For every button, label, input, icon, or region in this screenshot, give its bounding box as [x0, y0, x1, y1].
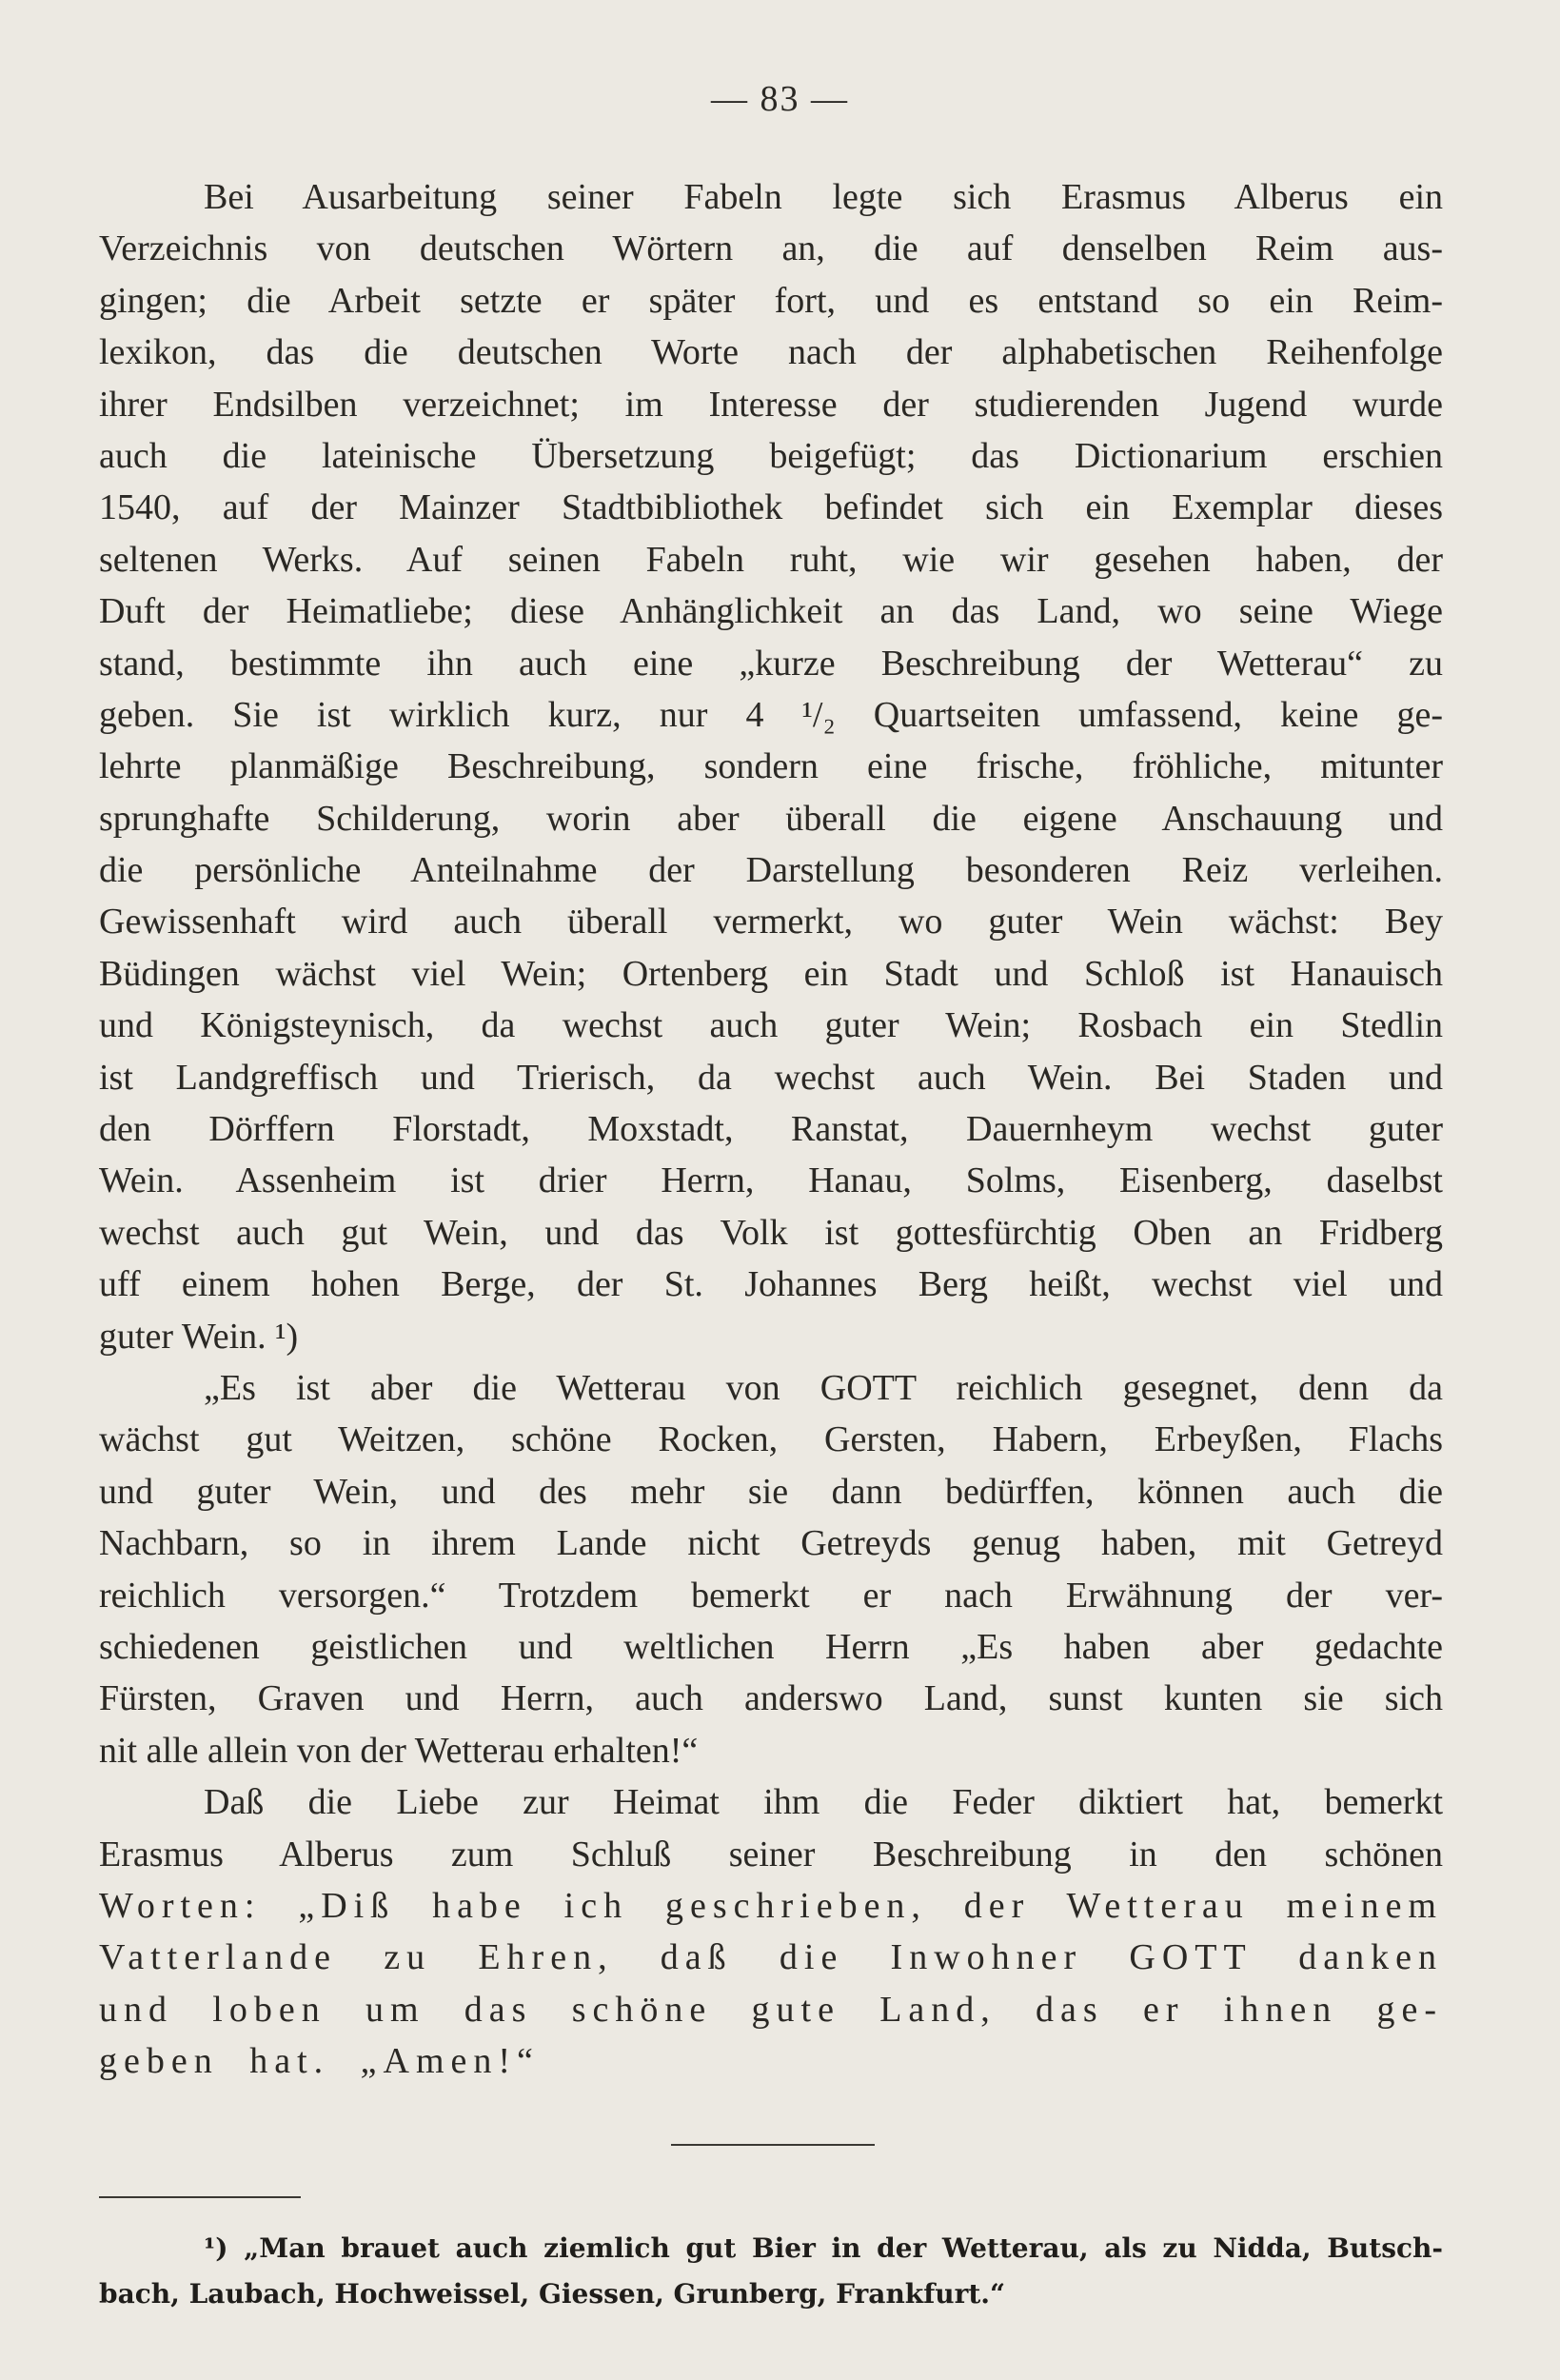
footnotes — [99, 2226, 1443, 2317]
text-line: Bei Ausarbeitung seiner Fabeln legte sich Erasmus Alberus ein — [204, 177, 1443, 217]
text-line: uff einem hohen Berge, der St. Johannes Berg heißt, wechst viel und — [99, 1264, 1443, 1305]
text-line: guter Wein. ¹) — [99, 1316, 299, 1357]
text-line: 1540, auf der Mainzer Stadtbibliothek befindet sich ein Exemplar dieses — [99, 487, 1443, 528]
text-line: Vatterlande zu Ehren, daß die Inwohner GOTT danken — [99, 1937, 1443, 1978]
text-line: Daß die Liebe zur Heimat ihm die Feder diktiert hat, bemerkt — [204, 1782, 1443, 1823]
text-line: sprunghafte Schilderung, worin aber überall die eigene Anschauung und — [99, 798, 1443, 839]
text-line: und Königsteynisch, da wechst auch guter Wein; Rosbach ein Stedlin — [99, 1005, 1443, 1046]
text-line: „Es ist aber die Wetterau von GOTT reichlich gesegnet, denn da — [204, 1367, 1443, 1408]
text-line: stand, bestimmte ihn auch eine „kurze Beschreibung der Wetterau“ zu — [99, 643, 1443, 684]
text-line: ihrer Endsilben verzeichnet; im Interesse der studierenden Jugend wurde — [99, 384, 1443, 425]
text-line: Wein. Assenheim ist drier Herrn, Hanau, Solms, Eisenberg, daselbst — [99, 1160, 1443, 1201]
text-line: geben hat. „Amen!“ — [99, 2041, 540, 2082]
text-line: Gewissenhaft wird auch überall vermerkt, wo guter Wein wächst: Bey — [99, 902, 1443, 942]
text-line: Erasmus Alberus zum Schluß seiner Beschreibung in den schönen — [99, 1834, 1443, 1874]
text-line: ist Landgreffisch und Trierisch, da wechst auch Wein. Bei Staden und — [99, 1057, 1443, 1098]
text-line: und loben um das schöne gute Land, das er ihnen ge- — [99, 1989, 1443, 2030]
text-line: Fürsten, Graven und Herrn, auch anderswo Land, sunst kunten sie sich — [99, 1678, 1443, 1719]
text-line: wächst gut Weitzen, schöne Rocken, Gersten, Habern, Erbeyßen, Flachs — [99, 1419, 1443, 1460]
text-line: Worten: „Diß habe ich geschrieben, der Wetterau meinem — [99, 1885, 1443, 1926]
text-line: die persönliche Anteilnahme der Darstellung besonderen Reiz verleihen. — [99, 850, 1443, 891]
text-line: Duft der Heimatliebe; diese Anhänglichkeit an das Land, wo seine Wiege — [99, 591, 1443, 632]
text-line: Büdingen wächst viel Wein; Ortenberg ein Stadt und Schloß ist Hanauisch — [99, 953, 1443, 994]
text-line: schiedenen geistlichen und weltlichen Herrn „Es haben aber gedachte — [99, 1626, 1443, 1667]
text-line: und guter Wein, und des mehr sie dann bedürffen, können auch die — [99, 1471, 1443, 1512]
text-line: geben. Sie ist wirklich kurz, nur 4 ¹/₂ Quartseiten umfassend, keine ge- — [99, 694, 1443, 735]
footnote-line: ¹) „Man brauet auch ziemlich gut Bier in der Wetterau, als zu Nidda, Butsch- — [204, 2232, 1443, 2264]
text-line: Nachbarn, so in ihrem Lande nicht Getreyds genug haben, mit Getreyd — [99, 1523, 1443, 1564]
text-line: reichlich versorgen.“ Trotzdem bemerkt er nach Erwähnung der ver- — [99, 1575, 1443, 1616]
text-line: lehrte planmäßige Beschreibung, sondern eine frische, fröhliche, mitunter — [99, 746, 1443, 787]
text-line: auch die lateinische Übersetzung beigefügt; das Dictionarium erschien — [99, 435, 1443, 476]
text-line: nit alle allein von der Wetterau erhalten!“ — [99, 1730, 699, 1771]
section-divider — [671, 2144, 875, 2146]
text-line: seltenen Werks. Auf seinen Fabeln ruht, wie wir gesehen haben, der — [99, 539, 1443, 580]
body-text — [99, 171, 1443, 2087]
footnote-line: bach, Laubach, Hochweissel, Giessen, Grunberg, Frankfurt.“ — [99, 2278, 1006, 2310]
text-line: gingen; die Arbeit setzte er später fort, und es entstand so ein Reim- — [99, 280, 1443, 321]
text-line: Verzeichnis von deutschen Wörtern an, die auf denselben Reim aus- — [99, 228, 1443, 269]
text-line: den Dörffern Florstadt, Moxstadt, Ranstat, Dauernheym wechst guter — [99, 1109, 1443, 1150]
text-line: wechst auch gut Wein, und das Volk ist gottesfürchtig Oben an Fridberg — [99, 1212, 1443, 1253]
page-number: — 83 — — [711, 79, 849, 119]
text-line: lexikon, das die deutschen Worte nach der alphabetischen Reihenfolge — [99, 332, 1443, 373]
footnote-divider — [99, 2196, 301, 2198]
